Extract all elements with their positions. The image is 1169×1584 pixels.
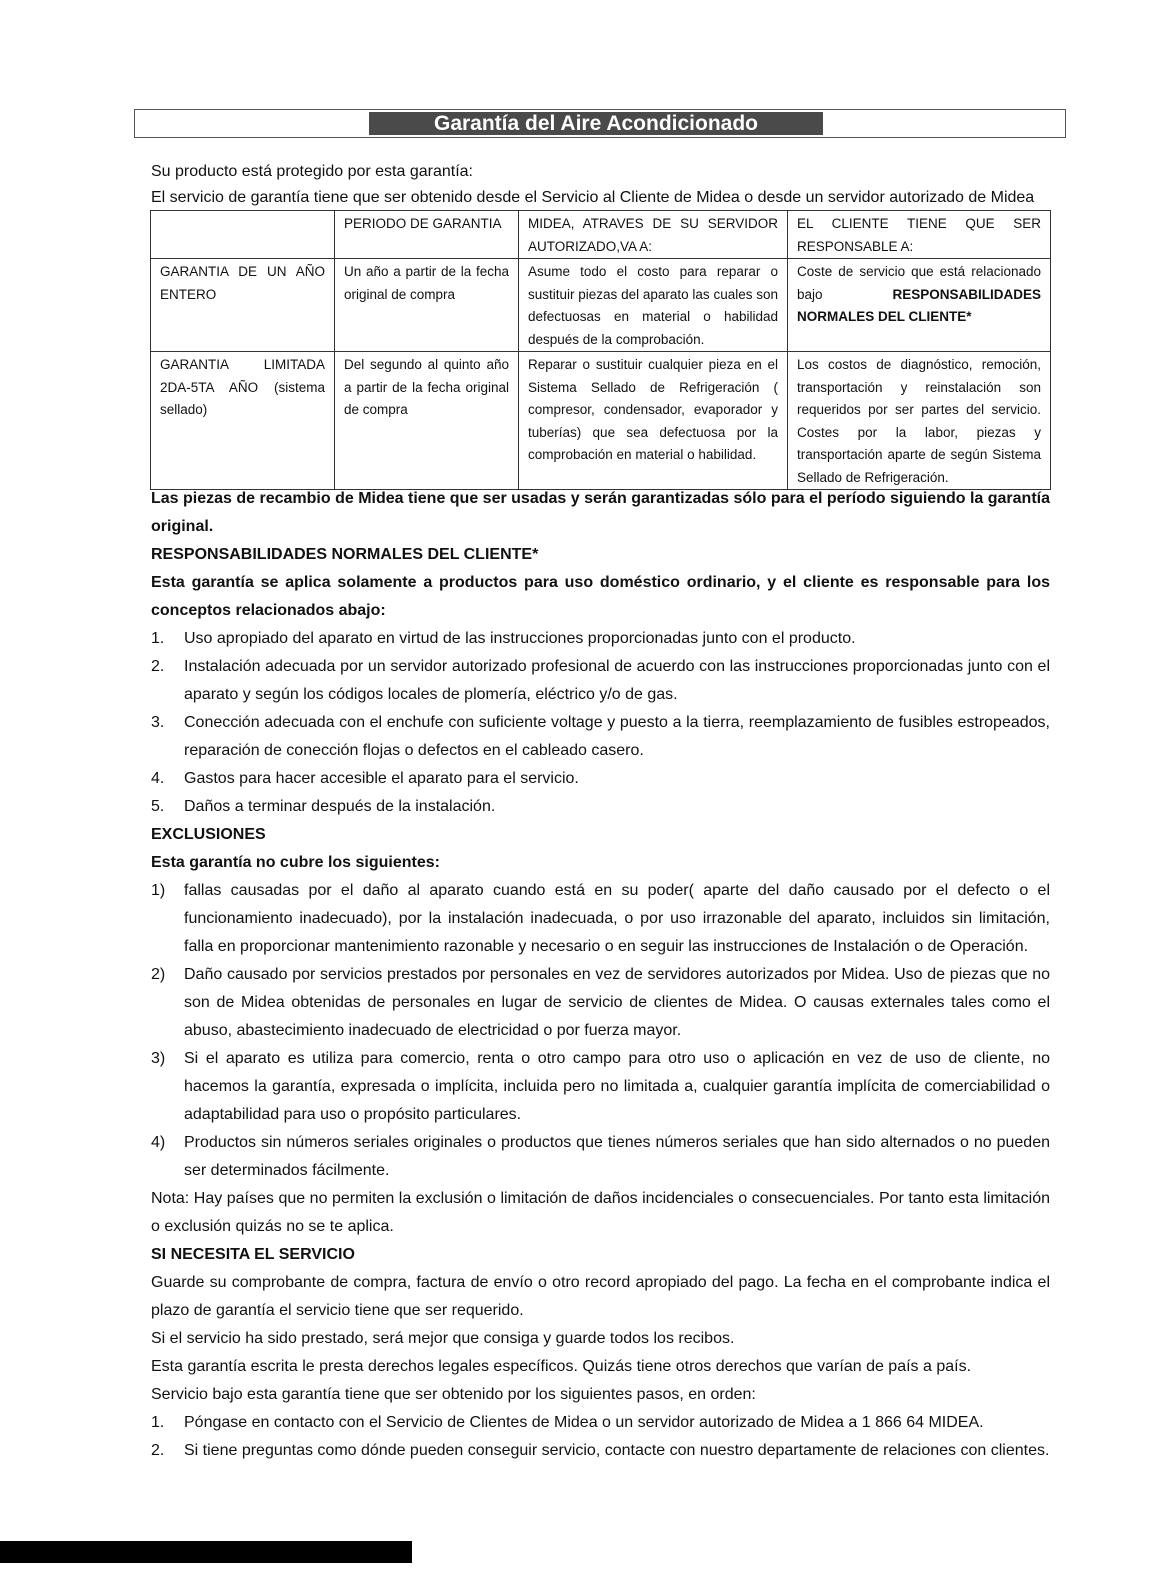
service-paragraph: Si el servicio ha sido prestado, será mejor que consiga y guarde todos los recibos. xyxy=(151,1330,735,1347)
list-number: 5. xyxy=(151,798,165,815)
warranty-table xyxy=(150,210,1051,490)
list-text: Instalación adecuada por un servidor autorizado profesional de acuerdo con las instrucciones proporcionadas junto con el aparato y según los códigos locales de plomería, eléctrico y/o de gas. xyxy=(184,658,1050,703)
list-text: Productos sin números seriales originales o productos que tienes números seriales que han sido alternados o no pueden ser determinados fácilmente. xyxy=(184,1134,1050,1179)
list-text: Gastos para hacer accesible el aparato para el servicio. xyxy=(184,770,579,787)
list-text: Uso apropiado del aparato en virtud de las instrucciones proporcionadas junto con el producto. xyxy=(184,630,856,647)
list-number: 2. xyxy=(151,1442,165,1459)
table-cell-customer: Los costos de diagnóstico, remoción, transportación y reinstalación son requeridos por ser partes del servicio. Costes por la labor, piezas y transportación aparte de según Sistema Sellado de Refrigeración. xyxy=(788,352,1051,490)
list-number: 2) xyxy=(151,966,166,983)
parts-note: Las piezas de recambio de Midea tiene que ser usadas y serán garantizadas sólo para el período siguiendo la garantía original. xyxy=(151,490,1050,535)
list-item xyxy=(151,1045,1050,1129)
table-cell-period: Un año a partir de la fecha original de compra xyxy=(335,259,519,352)
title-bar xyxy=(134,109,1066,138)
exclusions-intro: Esta garantía no cubre los siguientes: xyxy=(151,854,440,871)
table-cell-type: GARANTIA DE UN AÑO ENTERO xyxy=(151,259,335,352)
customer-bold-text: RESPONSABILIDADES NORMALES DEL CLIENTE* xyxy=(797,286,1041,324)
list-item xyxy=(151,1437,1050,1465)
responsibilities-heading: RESPONSABILIDADES NORMALES DEL CLIENTE* xyxy=(151,546,539,563)
list-item xyxy=(151,793,1050,821)
exclusions-heading: EXCLUSIONES xyxy=(151,826,266,843)
list-item xyxy=(151,709,1050,765)
list-number: 3. xyxy=(151,714,165,731)
table-cell-customer xyxy=(788,259,1051,352)
intro-line-1: Su producto está protegido por esta garantía: xyxy=(151,163,473,180)
list-text: Daño causado por servicios prestados por personales en vez de servidores autorizados por Midea. Uso de piezas que no son de Midea obtenidas de personales en lugar de servicio de clientes de Midea. O causas externales tales como el abuso, abastecimiento inadecuado de electricidad o por fuerza mayor. xyxy=(184,966,1050,1039)
list-item xyxy=(151,765,1050,793)
table-row xyxy=(151,259,1051,352)
table-cell-midea: Asume todo el costo para reparar o sustituir piezas del aparato las cuales son defectuosas en material o habilidad después de la comprobación. xyxy=(519,259,788,352)
service-paragraph: Guarde su comprobante de compra, factura de envío o otro record apropiado del pago. La fecha en el comprobante indica el plazo de garantía el servicio tiene que ser requerido. xyxy=(151,1274,1050,1319)
table-header-cell xyxy=(151,211,335,259)
table-header-cell: PERIODO DE GARANTIA xyxy=(335,211,519,259)
table-header-cell: MIDEA, ATRAVES DE SU SERVIDOR AUTORIZADO,VA A: xyxy=(519,211,788,259)
table-row xyxy=(151,352,1051,490)
list-item xyxy=(151,1129,1050,1185)
list-text: Póngase en contacto con el Servicio de Clientes de Midea o un servidor autorizado de Midea a 1 866 64 MIDEA. xyxy=(184,1414,984,1431)
list-number: 1. xyxy=(151,1414,165,1431)
list-number: 3) xyxy=(151,1050,166,1067)
service-paragraph: Esta garantía escrita le presta derechos legales específicos. Quizás tiene otros derechos que varían de país a país. xyxy=(151,1358,972,1375)
list-text: Conección adecuada con el enchufe con suficiente voltage y puesto a la tierra, reemplazamiento de fusibles estropeados, reparación de conección flojas o defectos en el cableado casero. xyxy=(184,714,1050,759)
table-cell-midea: Reparar o sustituir cualquier pieza en el Sistema Sellado de Refrigeración ( compresor, condensador, evaporador y tuberías) que sea defectuosa por la comprobación en material o habilidad. xyxy=(519,352,788,490)
list-number: 1) xyxy=(151,882,166,899)
table-cell-period: Del segundo al quinto año a partir de la fecha original de compra xyxy=(335,352,519,490)
customer-text: Coste de servicio que está relacionado bajo xyxy=(797,264,1041,302)
list-text: Si tiene preguntas como dónde pueden conseguir servicio, contacte con nuestro departamente de relaciones con clientes. xyxy=(184,1442,1050,1459)
list-item xyxy=(151,625,1050,653)
list-item xyxy=(151,1409,1050,1437)
table-header-row xyxy=(151,211,1051,259)
footer-bar xyxy=(0,1541,412,1563)
page-title: Garantía del Aire Acondicionado xyxy=(369,112,823,135)
table-header-cell: EL CLIENTE TIENE QUE SER RESPONSABLE A: xyxy=(788,211,1051,259)
list-item xyxy=(151,653,1050,709)
intro-line-2: El servicio de garantía tiene que ser obtenido desde el Servicio al Cliente de Midea o desde un servidor autorizado de Midea xyxy=(151,189,1035,206)
document-body xyxy=(151,485,1050,1465)
list-text: Daños a terminar después de la instalación. xyxy=(184,798,496,815)
list-item xyxy=(151,961,1050,1045)
list-item xyxy=(151,877,1050,961)
table-cell-type: GARANTIA LIMITADA 2DA-5TA AÑO (sistema sellado) xyxy=(151,352,335,490)
list-text: fallas causadas por el daño al aparato cuando está en su poder( aparte del daño causado por el defecto o el funcionamiento inadecuado), por la instalación inadecuada, o por uso irrazonable del aparato, incluidos sin limitación, falla en proporcionar mantenimiento razonable y necesario o en seguir las instrucciones de Instalación o de Operación. xyxy=(184,882,1050,955)
service-paragraph: Servicio bajo esta garantía tiene que ser obtenido por los siguientes pasos, en orden: xyxy=(151,1386,756,1403)
list-number: 1. xyxy=(151,630,165,647)
list-text: Si el aparato es utiliza para comercio, renta o otro campo para otro uso o aplicación en vez de uso de cliente, no hacemos la garantía, expresada o implícita, incluida pero no limitada a, cualquier garantía implícita de comerciabilidad o adaptabilidad para uso o propósito particulares. xyxy=(184,1050,1050,1123)
list-number: 4) xyxy=(151,1134,166,1151)
service-heading: SI NECESITA EL SERVICIO xyxy=(151,1246,355,1263)
responsibilities-intro: Esta garantía se aplica solamente a productos para uso doméstico ordinario, y el cliente es responsable para los conceptos relacionados abajo: xyxy=(151,574,1050,619)
exclusions-note: Nota: Hay países que no permiten la exclusión o limitación de daños incidenciales o consecuenciales. Por tanto esta limitación o exclusión quizás no se te aplica. xyxy=(151,1190,1050,1235)
list-number: 2. xyxy=(151,658,165,675)
list-number: 4. xyxy=(151,770,165,787)
